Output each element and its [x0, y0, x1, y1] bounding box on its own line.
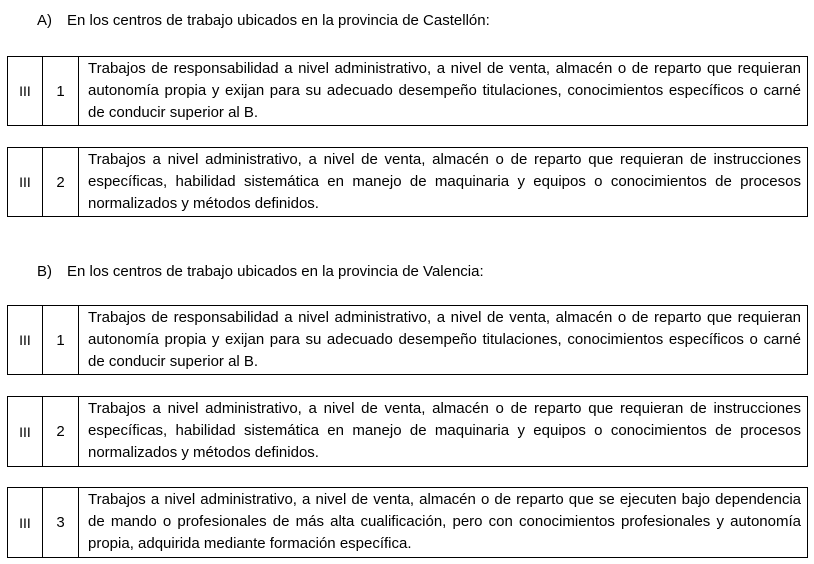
- table-row: [7, 147, 808, 217]
- group-cell: III: [8, 306, 43, 374]
- level-cell: 1: [43, 57, 79, 125]
- table-row: [7, 396, 808, 467]
- description-cell: Trabajos de responsabilidad a nivel administrativo, a nivel de venta, almacén o de reparto que requieran autonomía propia y exijan para su adecuado desempeño titulaciones, conocimientos específicos o carné de conducir superior al B.: [88, 309, 801, 370]
- section-letter: B): [37, 263, 52, 280]
- description-cell: Trabajos a nivel administrativo, a nivel de venta, almacén o de reparto que se ejecuten bajo dependencia de mando o profesionales de más alta cualificación, pero con conocimientos profesionales y autonomía propia, adquirida mediante formación específica.: [88, 491, 801, 552]
- section-letter: A): [37, 12, 52, 29]
- section-title: En los centros de trabajo ubicados en la provincia de Valencia:: [67, 263, 484, 280]
- table-row: [7, 56, 808, 126]
- table-row: [7, 305, 808, 375]
- section-heading-a: [37, 12, 490, 30]
- section-heading-b: [37, 263, 484, 281]
- description-cell: Trabajos a nivel administrativo, a nivel de venta, almacén o de reparto que requieran de instrucciones específicas, habilidad sistemática en manejo de maquinaria y equipos o conocimientos de procesos normalizados y métodos definidos.: [88, 151, 801, 212]
- level-cell: 2: [43, 148, 79, 216]
- description-cell: Trabajos de responsabilidad a nivel administrativo, a nivel de venta, almacén o de reparto que requieran autonomía propia y exijan para su adecuado desempeño titulaciones, conocimientos específicos o carné de conducir superior al B.: [88, 60, 801, 121]
- table-row: [7, 487, 808, 558]
- level-cell: 2: [43, 397, 79, 466]
- group-cell: III: [8, 57, 43, 125]
- section-title: En los centros de trabajo ubicados en la provincia de Castellón:: [67, 12, 490, 29]
- group-cell: III: [8, 488, 43, 557]
- group-cell: III: [8, 148, 43, 216]
- description-cell: Trabajos a nivel administrativo, a nivel de venta, almacén o de reparto que requieran de instrucciones específicas, habilidad sistemática en manejo de maquinaria y equipos o conocimientos de procesos normalizados y métodos definidos.: [88, 400, 801, 461]
- level-cell: 3: [43, 488, 79, 557]
- level-cell: 1: [43, 306, 79, 374]
- group-cell: III: [8, 397, 43, 466]
